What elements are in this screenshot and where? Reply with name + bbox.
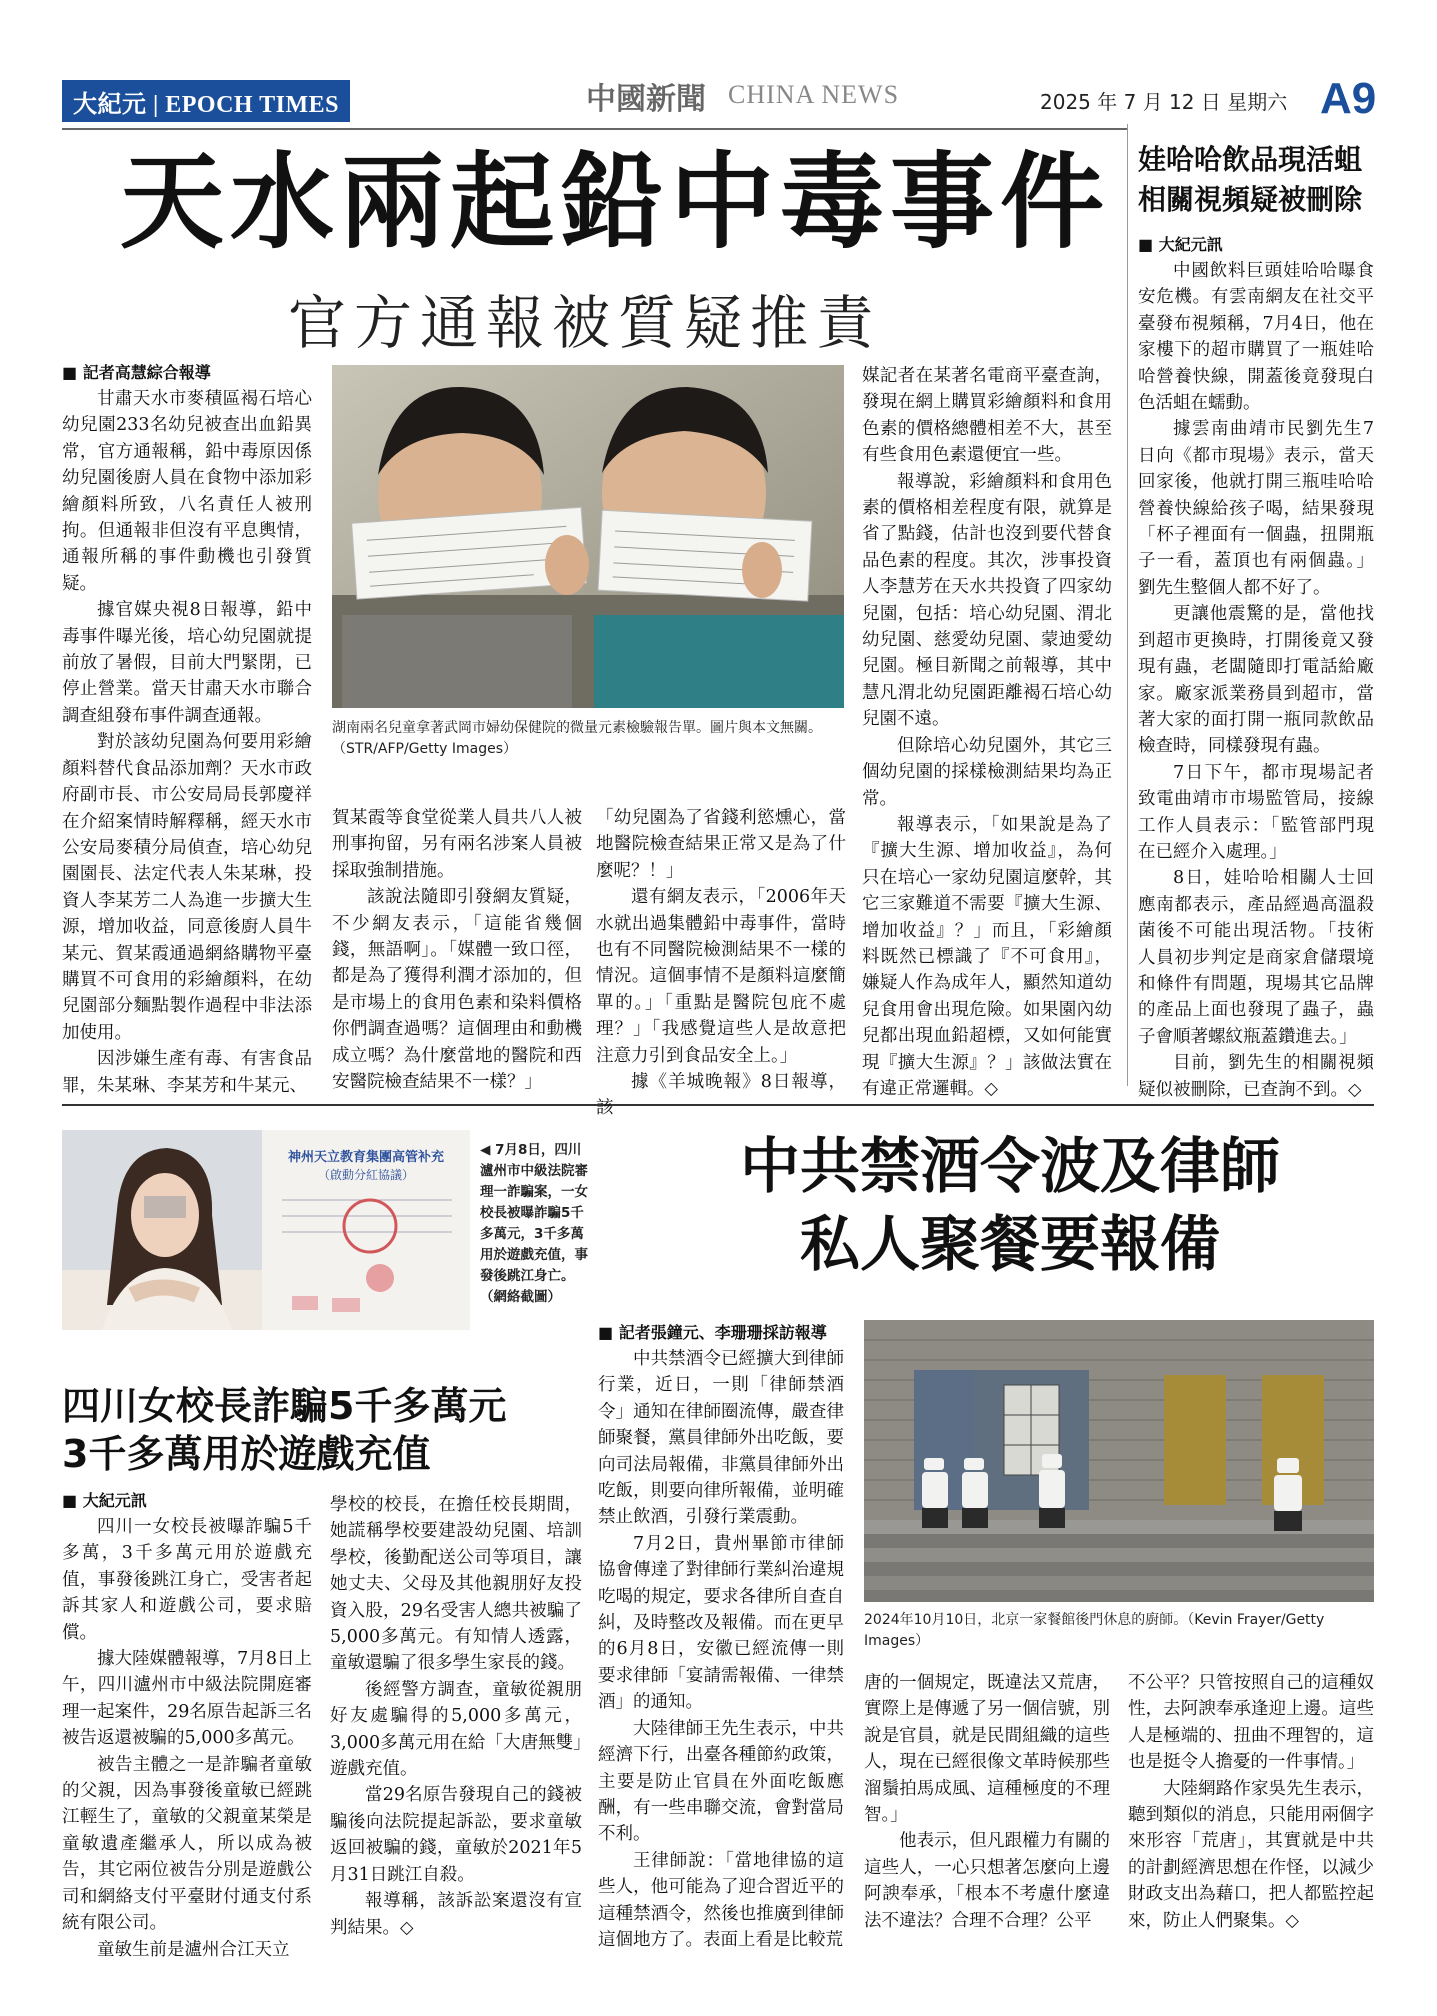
chefs-photo-caption: 2024年10月10日，北京一家餐館後門休息的廚師。（Kevin Frayer/Getty Images） [864,1612,1325,1649]
paragraph: 不公平？只管按照自己的這種奴性，去阿諛奉承逢迎上邊。這些人是極端的、扭曲不理智的，這也是挺令人擔憂的一件事情。」 [1128,1673,1374,1773]
sidebar-divider [1127,124,1128,1086]
paragraph: 該說法隨即引發網友質疑，不少網友表示，「這能省幾個錢，無語啊」。「媒體一致口徑，都是為了獲得利潤才添加的，但是市場上的食用色素和染料價格你們調查過嗎？這個理由和動機成立嗎？為什麼當地的醫院和西安醫院檢查結果不一樣？」 [332,887,582,1093]
paragraph: 大陸網路作家吳先生表示，聽到類似的消息，只能用兩個字來形容「荒唐」，其實就是中共的計劃經濟思想在作怪，以減少財政支出為藉口，把人都監控起來，防止人們聚集。◇ [1128,1778,1374,1931]
paragraph: 還有網友表示，「2006年天水就出過集體鉛中毒事件，當時也有不同醫院檢測結果不一樣的情況。這個事情不是顏料這麼簡單的。」「重點是醫院包庇不處理？」「我感覺這些人是故意把注意力引到食品安全上。」 [596,887,846,1066]
page-number: A9 [1320,74,1377,123]
paragraph: 甘肅天水市麥積區褐石培心幼兒園233名幼兒被查出血鉛異常，官方通報稱，鉛中毒原因係幼兒園後廚人員在食物中添加彩繪顏料所致，八名責任人被刑拘。但通報非但沒有平息輿情，通報所稱的事件動機也引發質疑。 [62,389,312,594]
paragraph: 據大陸媒體報導，7月8日上午，四川瀘州市中級法院開庭審理一起案件，29名原告起訴三名被告返還被騙的5,000多萬元。 [62,1649,312,1749]
paragraph: 「幼兒園為了省錢利慾燻心，當地醫院檢查結果正常又是為了什麼呢？！」 [596,808,846,881]
section-title-english: CHINA NEWS [728,80,900,109]
paragraph: 他表示，但凡跟權力有關的這些人，一心只想著怎麼向上邊阿諛奉承，「根本不考慮什麼違法不違法？合理不合理？公平 [864,1831,1110,1931]
paragraph: 當29名原告發現自己的錢被騙後向法院提起訴訟，要求童敏返回被騙的錢，童敏於2021年5月31日跳江自殺。 [330,1785,582,1885]
principal-byline: ■ 大紀元訊 [62,1488,312,1514]
paragraph: 大陸律師王先生表示，中共經濟下行，出臺各種節約政策，主要是防止官員在外面吃飯應酬，有一些串聯交流，會對當局不利。 [598,1718,844,1845]
paragraph: 四川一女校長被曝詐騙5千多萬，3千多萬元用於遊戲充值，事發後跳江身亡，受害者起訴其家人和遊戲公司，要求賠償。 [62,1517,312,1643]
masthead-rule [62,128,1128,130]
lead-column-3 [596,805,846,1122]
paragraph: 報導說，彩繪顏料和食用色素的價格相差程度有限，就算是省了點錢，估計也沒到要代替食品色素的程度。其次，涉事投資人李慧芳在天水共投資了四家幼兒園，包括：培心幼兒園、渭北幼兒園、慈愛幼兒園、蒙迪愛幼兒園。極目新聞之前報導，其中慧凡渭北幼兒園距離褐石培心幼兒園不遠。 [862,471,1112,730]
lead-subheadline: 官方通報被質疑推責 [288,289,883,357]
paragraph: 對於該幼兒園為何要用彩繪顏料替代食品添加劑？天水市政府副市長、市公安局局長郭慶祥在介紹案情時解釋稱，經天水市公安局麥積分局偵查，培心幼兒園園長、法定代表人朱某琳，投資人李某芳二人為進一步擴大生源，增加收益，同意後廚人員牛某元、賀某霞通過網絡購物平臺購買不可食用的彩繪顏料，在幼兒園部分麵點製作過程中非法添加使用。 [62,732,312,1043]
principal-photo [62,1130,470,1330]
paragraph: 據雲南曲靖市民劉先生7日向《都市現場》表示，當天回家後，他就打開三瓶哇哈哈營養快線給孩子喝，結果發現「杯子裡面有一個蟲，扭開瓶子一看，蓋頂也有兩個蟲。」劉先生整個人都不好了。 [1138,419,1374,598]
paragraph: 7月2日，貴州畢節市律師協會傳達了對律師行業糾治違規吃喝的規定，要求各律所自查自糾，及時整改及報備。而在更早的6月8日，安徽已經流傳一則要求律師「宴請需報備、一律禁酒」的通知。 [598,1533,844,1713]
document-subtitle: （啟動分紅協議） [317,1168,414,1182]
headline-line: 私人聚餐要報備 [800,1210,1220,1280]
lead-column-2 [332,805,582,1095]
paragraph: 後經警方調查，童敏從親朋好友處騙得的5,000多萬元，3,000多萬元用在給「大唐無雙」遊戲充值。 [330,1679,582,1780]
sidebar-headline: 娃哈哈飲品現活蛆相關視頻疑被刪除 [1138,143,1363,216]
principal-headline [62,1382,506,1478]
lead-column-1 [62,360,312,1099]
paragraph: 王律師說：「當地律協的這些人，他可能為了迎合習近平的這種禁酒令，然後也推廣到律師這個地方了。表面上看是比較荒 [598,1850,844,1950]
lead-headline: 天水兩起鉛中毒事件 [120,140,1111,263]
headline-line: 3千多萬用於遊戲充值 [62,1432,431,1476]
paragraph: 賀某霞等食堂從業人員共八人被刑事拘留，另有兩名涉案人員被採取強制措施。 [332,808,582,881]
paragraph: 報導稱，該訴訟案還沒有宣判結果。◇ [330,1891,582,1938]
paragraph: 媒記者在某著名電商平臺查詢，發現在網上購買彩繪顏料和食用色素的價格總體相差不大，甚至有些食用色素還便宜一些。 [862,366,1112,466]
paragraph: 據官媒央視8日報導，鉛中毒事件曝光後，培心幼兒園就提前放了暑假，目前大門緊閉，已停止營業。當天甘肅天水市聯合調查組發布事件調查通報。 [62,600,312,726]
lead-photo-children-reports [332,365,844,708]
paragraph: 童敏生前是瀘州合江天立 [97,1939,290,1960]
headline-line: 四川女校長詐騙5千多萬元 [62,1384,507,1428]
principal-column-1 [62,1488,312,1963]
paragraph: 報導表示，「如果說是為了『擴大生源、增加收益』，為何只在培心一家幼兒園這麼幹，其它三家難道不需要『擴大生源、增加收益』？」而且，「彩繪顏料既然已標識了『不可食用』，嫌疑人作為成年人，顯然知道幼兒食用會出現危險。如果園內幼兒都出現血鉛超標，又如何能實現『擴大生源』？」該做法實在有違正常邏輯。◇ [862,814,1112,1099]
chefs-resting-photo [864,1320,1374,1602]
lawyer-byline: ■ 記者張鐘元、李珊珊採訪報導 [598,1320,844,1346]
paragraph: 更讓他震驚的是，當他找到超市更換時，打開後竟又發現有蟲，老闆隨即打電話給廠家。廠家派業務員到超市，當著大家的面打開一瓶同款飲品檢查時，同樣發現有蟲。 [1138,604,1374,757]
lawyer-column-2 [864,1670,1110,1934]
paragraph: 但除培心幼兒園外，其它三個幼兒園的採樣檢測結果均為正常。 [862,735,1112,809]
section-title: 中國新聞 [586,82,706,117]
lawyer-column-1 [598,1320,844,1953]
paragraph: 7日下午，都市現場記者致電曲靖市市場監管局，接線工作人員表示：「監管部門現在已經介入處理。」 [1138,762,1374,862]
paragraph: 唐的一個規定，既違法又荒唐，實際上是傳遞了另一個信號，別說是官員，就是民間組織的這些人，現在已經很像文革時候那些溜鬚拍馬成風、這種極度的不理智。」 [864,1673,1110,1826]
lead-byline: ■ 記者高慧綜合報導 [62,360,312,386]
paragraph: 因涉嫌生產有毒、有害食品罪，朱某琳、李某芳和牛某元、 [62,1049,312,1096]
sidebar-body [1138,232,1374,1103]
paragraph: 被告主體之一是詐騙者童敏的父親，因為事發後童敏已經跳江輕生了，童敏的父親童某榮是童敏遺產繼承人，所以成為被告，其它兩位被告分別是遊戲公司和網絡支付平臺財付通支付系統有限公司。 [62,1754,312,1934]
paragraph: 學校的校長，在擔任校長期間，她謊稱學校要建設幼兒園、培訓學校，後勤配送公司等項目，讓她丈夫、父母及其他親朋好友投資入股，29名受害人總共被騙了5,000多萬元。有知情人透露，童敏還騙了很多學生家長的錢。 [330,1495,582,1674]
lead-column-4 [862,363,1112,1102]
headline-line: 中共禁酒令波及律師 [740,1132,1280,1202]
paragraph: 中國飲料巨頭娃哈哈曝食安危機。有雲南網友在社交平臺發布視頻稱，7月4日，他在家樓下的超市購買了一瓶娃哈哈營養快線，開蓋後竟發現白色活蛆在蠕動。 [1138,261,1374,414]
paragraph: 目前，劉先生的相關視頻疑似被刪除，已查詢不到。◇ [1138,1053,1374,1100]
lawyer-headline [660,1128,1360,1284]
paragraph: 據《羊城晚報》8日報導，該 [596,1072,846,1119]
epoch-times-logo: 大紀元 | EPOCH TIMES [62,80,350,122]
principal-column-2 [330,1492,582,1941]
lawyer-column-3 [1128,1670,1374,1934]
principal-photo-caption: ◀ 7月8日，四川瀘州市中級法院審理一詐騙案，一女校長被曝詐騙5千多萬元，3千多萬用於遊戲充值，事發後跳江身亡。（網絡截圖） [480,1142,588,1305]
sidebar-byline: ■ 大紀元訊 [1138,232,1374,258]
lead-photo-caption: 湖南兩名兒童拿著武岡市婦幼保健院的微量元素檢驗報告單。圖片與本文無關。（STR/AFP/Getty Images） [332,720,822,757]
issue-date: 2025 年 7 月 12 日 星期六 [1040,90,1288,114]
paragraph: 8日，娃哈哈相關人士回應南都表示，產品經過高溫殺菌後不可能出現活物。「技術人員初步判定是商家倉儲環境和條件有問題，現場其它品牌的產品上面也發現了蟲子，蟲子會順著螺紋瓶蓋鑽進去。」 [1138,868,1374,1047]
document-title: 神州天立教育集團高管补充 [287,1150,444,1165]
paragraph: 中共禁酒令已經擴大到律師行業，近日，一則「律師禁酒令」通知在律師圈流傳，嚴查律師聚餐，黨員律師外出吃飯，要向司法局報備，非黨員律師外出吃飯，則要向律所報備，並明確禁止飲酒，引發行業震動。 [598,1349,844,1528]
